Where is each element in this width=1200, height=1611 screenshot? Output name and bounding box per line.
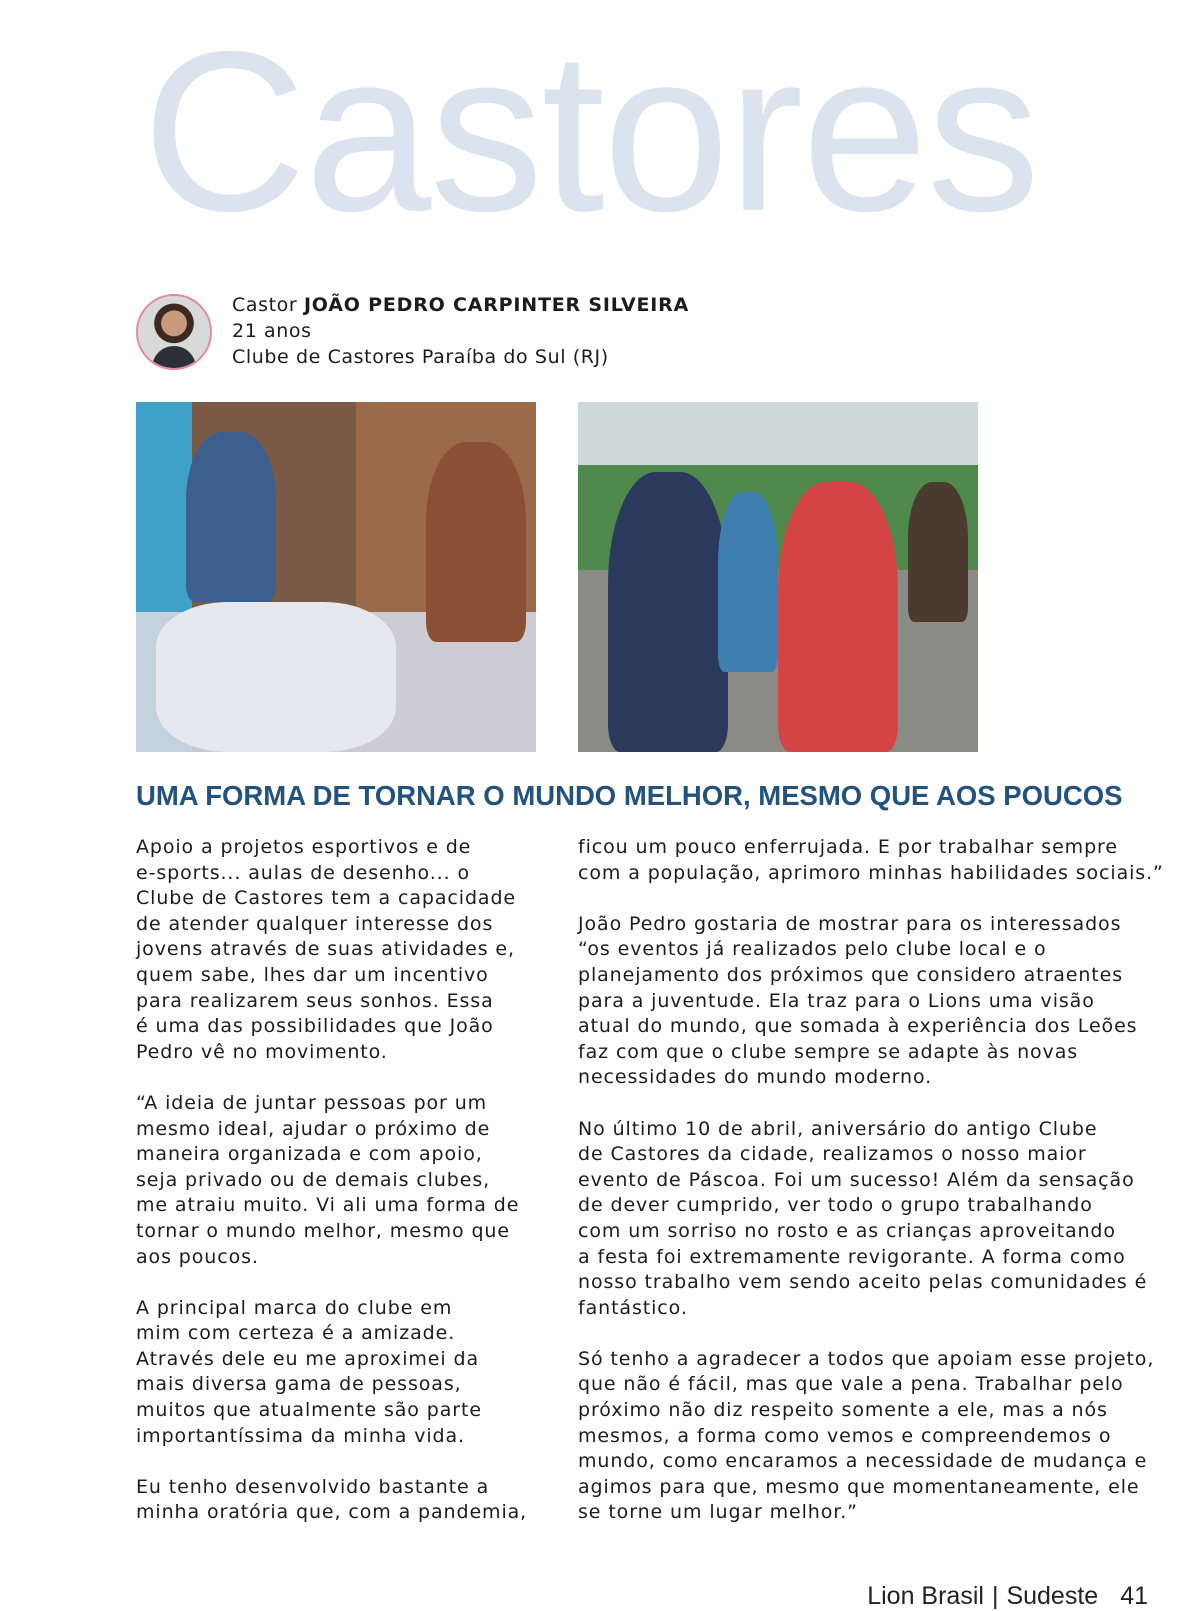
profile-age: 21 anos [232, 320, 312, 342]
paragraph: Só tenho a agradecer a todos que apoiam esse projeto, que não é fácil, mas que vale a pena. Trabalhar pelo próximo não diz respeito somente a ele, mas a nós mesmos, a forma como vemos e compreendemos o mundo, como encaramos a necessidade de mudança e agimos para que, mesmo que momentaneamente, ele se torne um lugar melhor.” [578, 1347, 1155, 1524]
article-headline: UMA FORMA DE TORNAR O MUNDO MELHOR, MESMO QUE AOS POUCOS [136, 780, 1123, 811]
profile-club: Clube de Castores Paraíba do Sul (RJ) [232, 346, 609, 368]
footer-separator: | [991, 1582, 999, 1610]
footer-publication: Lion Brasil [867, 1582, 984, 1610]
article-column-left [136, 835, 536, 1552]
photo-donation [136, 402, 536, 752]
profile-name: JOÃO PEDRO CARPINTER SILVEIRA [303, 294, 690, 316]
footer-region: Sudeste [1006, 1582, 1099, 1610]
paragraph: A principal marca do clube em mim com certeza é a amizade. Através dele eu me aproximei da mais diversa gama de pessoas, muitos que atualmente são parte importantíssima da minha vida. [136, 1296, 482, 1447]
profile-name-line [232, 292, 689, 318]
paragraph: Apoio a projetos esportivos e de e-sports... aulas de desenho... o Clube de Castores tem a capacidade de atender qualquer interesse dos jovens através de suas atividades e, quem sabe, lhes dar um incentivo para realizarem seus sonhos. Essa é uma das possibilidades que João Pedro vê no movimento. [136, 836, 517, 1063]
paragraph: ficou um pouco enferrujada. E por trabalhar sempre com a população, aprimoro minhas habilidades sociais.” [578, 836, 1164, 884]
paragraph: “A ideia de juntar pessoas por um mesmo ideal, ajudar o próximo de maneira organizada e com apoio, seja privado ou de demais clubes, me atraiu muito. Vi ali uma forma de tornar o mundo melhor, mesmo que aos poucos. [136, 1091, 520, 1268]
section-title: Castores [142, 5, 1039, 259]
paragraph: Eu tenho desenvolvido bastante a minha oratória que, com a pandemia, [136, 1475, 528, 1524]
page-number: 41 [1120, 1582, 1148, 1610]
page-footer [867, 1582, 1148, 1611]
paragraph: João Pedro gostaria de mostrar para os interessados “os eventos já realizados pelo clube local e o planejamento dos próximos que considero atraentes para a juventude. Ela traz para o Lions uma visão atual do mundo, que somada à experiência dos Leões faz com que o clube sempre se adapte às novas necessidades do mundo moderno. [578, 912, 1138, 1089]
profile-avatar [136, 294, 212, 370]
paragraph: No último 10 de abril, aniversário do antigo Clube de Castores da cidade, realizamos o nosso maior evento de Páscoa. Foi um sucesso! Além da sensação de dever cumprido, ver todo o grupo trabalhando com um sorriso no rosto e as crianças aproveitando a festa foi extremamente revigorante. A forma como nosso trabalho vem sendo aceito pelas comunidades é fantástico. [578, 1117, 1148, 1319]
profile-prefix: Castor [232, 294, 304, 316]
article-column-right [578, 835, 1178, 1552]
photo-easter-event [578, 402, 978, 752]
profile-text [232, 292, 689, 370]
